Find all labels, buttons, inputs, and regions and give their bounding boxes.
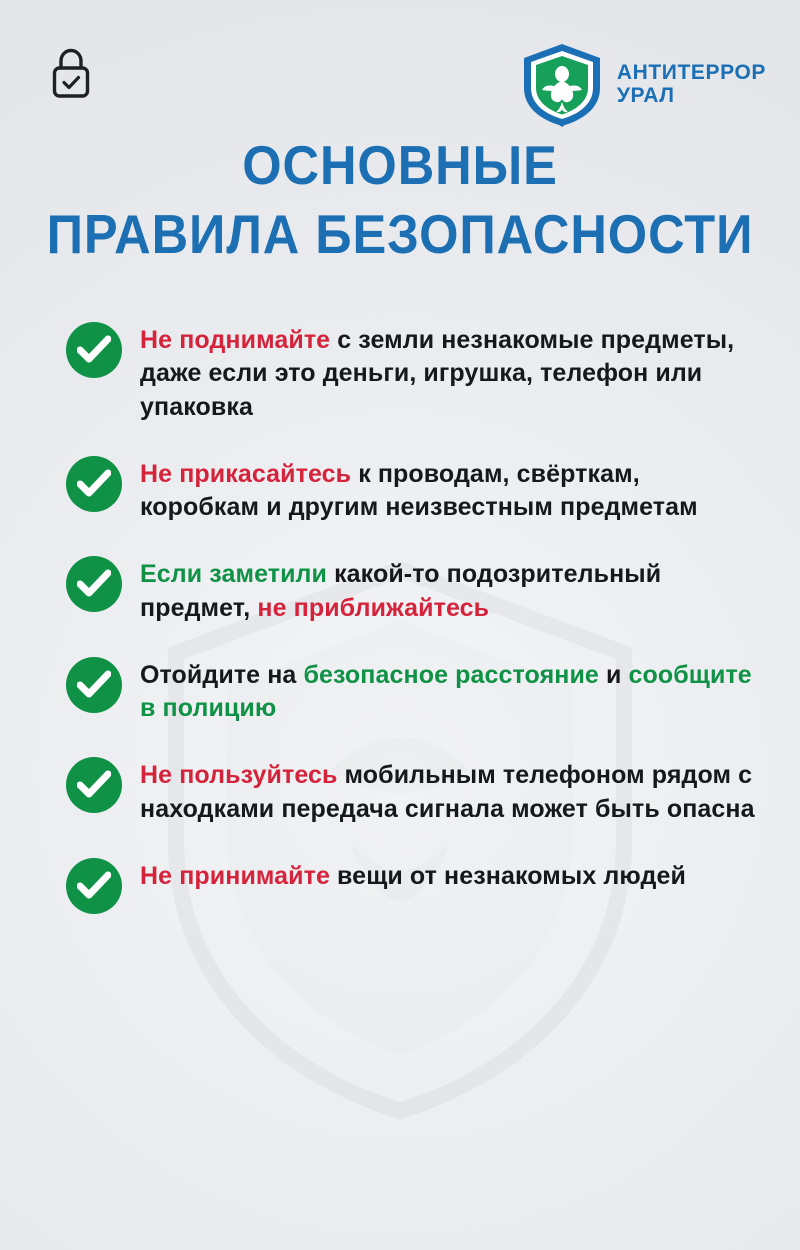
brand-name-line1: АНТИТЕРРОР: [616, 61, 766, 85]
list-item: [66, 755, 756, 826]
check-circle-icon: [66, 757, 122, 813]
brand-logo: [521, 42, 766, 128]
rule-span-dark: мобильным телефоном рядом с находками передача сигнала может быть опасна: [140, 761, 755, 823]
rule-span-red: Не принимайте: [140, 861, 338, 890]
rule-span-green-2: сообщите в полицию: [140, 660, 752, 722]
lock-icon: [48, 46, 94, 102]
list-item: [66, 856, 756, 914]
rule-span-dark: с земли незнакомые предметы, даже если это деньги, игрушка, телефон или упаковка: [140, 326, 735, 421]
check-circle-icon: [66, 556, 122, 612]
rule-text: [140, 320, 740, 424]
rule-span-red: не приближайтесь: [257, 593, 490, 622]
rule-text: [140, 454, 756, 525]
check-circle-icon: [66, 657, 122, 713]
rule-text: [140, 856, 686, 893]
rule-span-red: Не пользуйтесь: [140, 761, 345, 790]
title-line-1: ОСНОВНЫЕ: [242, 134, 558, 196]
title-line-2: ПРАВИЛА БЕЗОПАСНОСТИ: [46, 203, 754, 265]
list-item: [66, 655, 756, 726]
list-item: [66, 320, 756, 424]
check-circle-icon: [66, 858, 122, 914]
rule-span-red: Не прикасайтесь: [140, 459, 359, 488]
rule-text: [140, 755, 756, 826]
list-item: [66, 554, 756, 625]
rule-span-green: Если заметили: [140, 560, 335, 589]
rule-span-dark: к проводам, свёрткам, коробкам и другим неизвестным предметам: [140, 459, 698, 521]
check-circle-icon: [66, 322, 122, 378]
rule-span-dark: какой-то подозрительный предмет,: [140, 560, 662, 622]
page-title: [0, 134, 800, 265]
rule-span-dark: Отойдите на: [140, 660, 304, 689]
rule-span-green: безопасное расстояние: [303, 660, 599, 689]
check-circle-icon: [66, 456, 122, 512]
rule-span-dark-2: и: [598, 660, 629, 689]
shield-lizard-icon: [521, 42, 603, 128]
list-item: [66, 454, 756, 525]
rule-span-red: Не поднимайте: [140, 326, 338, 354]
rule-span-dark: вещи от незнакомых людей: [337, 861, 686, 890]
rule-text: [140, 655, 756, 726]
rule-text: [140, 554, 756, 625]
brand-name-line2: УРАЛ: [616, 84, 675, 107]
rules-list: [66, 320, 756, 944]
